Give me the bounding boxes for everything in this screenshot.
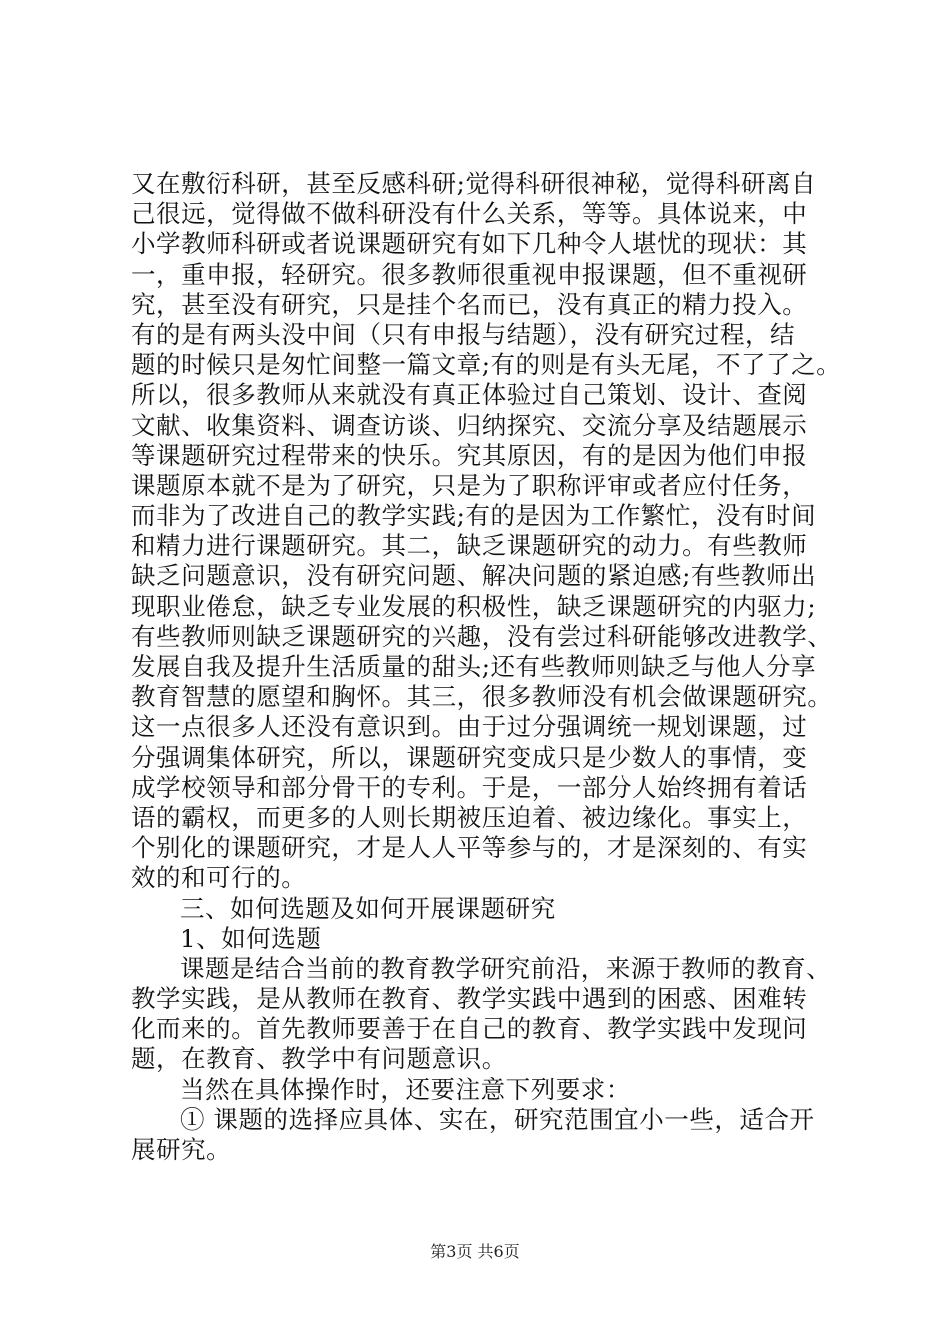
text-line: 和精力进行课题研究。其二，缺乏课题研究的动力。有些教师 <box>131 531 808 561</box>
text-line: 个别化的课题研究，才是人人平等参与的，才是深刻的、有实 <box>131 833 808 863</box>
text-line: 题的时候只是匆忙间整一篇文章;有的则是有头无尾，不了了之。 <box>131 350 842 380</box>
text-line: 有些教师则缺乏课题研究的兴趣，没有尝过科研能够改进教学、 <box>131 621 833 651</box>
text-line: 究，甚至没有研究，只是挂个名而已，没有真正的精力投入。 <box>131 289 808 319</box>
text-line: 而非为了改进自己的教学实践;有的是因为工作繁忙，没有时间 <box>131 501 817 531</box>
text-line: 一，重申报，轻研究。很多教师很重视申报课题，但不重视研 <box>131 259 808 289</box>
text-line: 教育智慧的愿望和胸怀。其三，很多教师没有机会做课题研究。 <box>131 682 833 712</box>
text-line: 当然在具体操作时，还要注意下列要求： <box>180 1074 631 1104</box>
text-line: 语的霸权，而更多的人则长期被压迫着、被边缘化。事实上， <box>131 802 808 832</box>
text-line: 缺乏问题意识，没有研究问题、解决问题的紧迫感;有些教师出 <box>131 561 817 591</box>
text-line: 己很远，觉得做不做科研没有什么关系，等等。具体说来，中 <box>131 199 808 229</box>
list-item: ① 课题的选择应具体、实在，研究范围宜小一些，适合开 <box>180 1104 815 1134</box>
text-line: 分强调集体研究，所以，课题研究变成只是少数人的事情，变 <box>131 742 808 772</box>
body-text <box>131 169 842 1165</box>
text-line: 教学实践，是从教师在教育、教学实践中遇到的困惑、困难转 <box>131 984 808 1014</box>
text-line: 这一点很多人还没有意识到。由于过分强调统一规划课题，过 <box>131 712 808 742</box>
text-line: 效的和可行的。 <box>131 863 307 893</box>
text-line: 题，在教育、教学中有问题意识。 <box>131 1044 507 1074</box>
text-line: 文献、收集资料、调查访谈、归纳探究、交流分享及结题展示 <box>131 410 808 440</box>
text-line: 有的是有两头没中间（只有申报与结题），没有研究过程，结 <box>131 319 796 349</box>
text-line: 等课题研究过程带来的快乐。究其原因，有的是因为他们申报 <box>131 440 808 470</box>
text-line: 课题原本就不是为了研究，只是为了职称评审或者应付任务， <box>131 470 808 500</box>
text-line: 现职业倦怠，缺乏专业发展的积极性，缺乏课题研究的内驱力; <box>131 591 817 621</box>
section-heading: 三、如何选题及如何开展课题研究 <box>180 893 556 923</box>
text-line: 化而来的。首先教师要善于在自己的教育、教学实践中发现问 <box>131 1014 808 1044</box>
text-line: 展研究。 <box>131 1135 232 1164</box>
text-line: 课题是结合当前的教育教学研究前沿，来源于教师的教育、 <box>180 953 832 983</box>
text-line: 又在敷衍科研，甚至反感科研;觉得科研很神秘，觉得科研离自 <box>131 169 817 198</box>
text-line: 发展自我及提升生活质量的甜头;还有些教师则缺乏与他人分享 <box>131 652 817 681</box>
text-line: 所以，很多教师从来就没有真正体验过自己策划、设计、查阅 <box>131 380 808 410</box>
text-line: 小学教师科研或者说课题研究有如下几种令人堪忧的现状：其 <box>131 229 808 259</box>
page-footer <box>0 1241 950 1263</box>
text-line: 成学校领导和部分骨干的专利。于是，一部分人始终拥有着话 <box>131 772 808 802</box>
subsection-heading: 1、如何选题 <box>180 923 322 953</box>
page-number: 第3页 共6页 <box>430 1242 520 1261</box>
